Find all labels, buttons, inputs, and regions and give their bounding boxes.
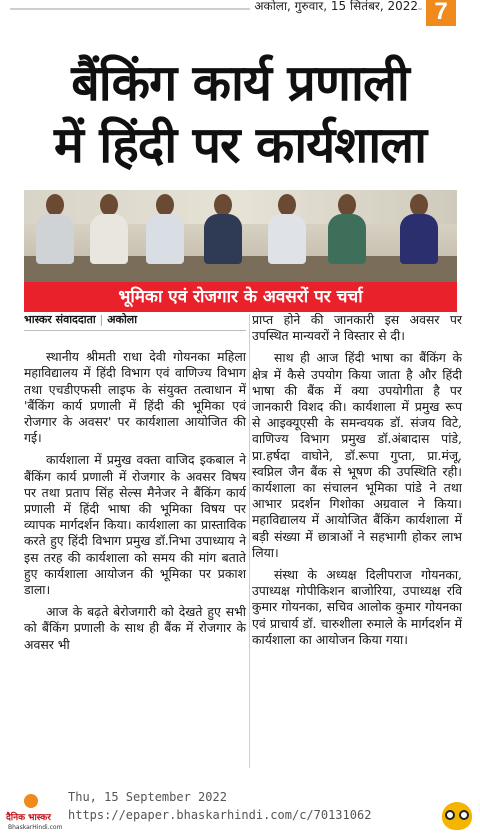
photo-caption: भूमिका एवं रोजगार के अवसरों पर चर्चा	[24, 282, 457, 312]
logo-name: दैनिक भास्कर	[6, 813, 51, 823]
byline: भास्कर संवाददाता | अकोला	[24, 312, 246, 331]
owl-mascot-icon	[442, 796, 472, 832]
footer-date: Thu, 15 September 2022	[68, 790, 227, 804]
photo-person	[324, 194, 370, 264]
photo-person	[32, 194, 78, 264]
epaper-footer	[0, 790, 480, 840]
photo-person	[396, 194, 442, 264]
headline-line-2: में हिंदी पर कार्यशाला	[53, 116, 427, 174]
footer-url-link[interactable]: https://epaper.bhaskarhindi.com/c/70131062	[68, 808, 372, 822]
logo-site: BhaskarHindi.com	[8, 824, 63, 831]
article-paragraph: आज के बढ़ते बेरोजगारी को देखते हुए सभी को बैंकिंग प्रणाली के साथ ही बैंक में रोजगार के अवसर भी	[24, 604, 246, 652]
dateline: अकोला, गुरुवार, 15 सितंबर, 2022	[250, 0, 418, 14]
article-paragraph: स्थानीय श्रीमती राधा देवी गोयनका महिला महाविद्यालय में हिंदी विभाग एवं वाणिज्य विभाग तथा एचडीएफसी लाइफ के संयुक्त तत्वाधान में 'बैंकिंग कार्य प्रणाली में हिंदी की भूमिका एवं रोजगार के अवसर' पर कार्यशाला आयोजित की गई।	[24, 349, 246, 446]
headline-line-1: बैंकिंग कार्य प्रणाली	[71, 54, 409, 112]
page-number-badge: 7	[426, 0, 456, 26]
article-column-right	[252, 312, 462, 654]
article-paragraph: साथ ही आज हिंदी भाषा का बैंकिंग के क्षेत्र में कैसे उपयोग किया जाता है और हिंदी भाषा की बैंक में क्या उपयोगीता है पर जानकारी विशद की। कार्यशाला में प्रमुख रूप से आइक्यूएसी के समन्वयक डॉ. संजय विटे, वाणिज्य विभाग प्रमुख डॉ.अंबादास पांडे, प्रा.हर्षदा वाघोने, डॉ.रूपा गुप्ता, प्रा.मंजू, स्वप्निल जैन बैंक से भूषण की उपस्थिति रही। कार्यशाला का संचालन भूमिका पांडे ने तथा आभार प्रदर्शन गिशोका अग्रवाल ने किया। महाविद्यालय में आयोजित बैंकिंग कार्यशाला में बड़ी संख्या में छात्राओं ने सहभागी होकर लाभ लिया।	[252, 350, 462, 560]
photo-person	[142, 194, 188, 264]
sun-logo-icon	[24, 794, 38, 808]
article-paragraph: संस्था के अध्यक्ष दिलीपराज गोयनका, उपाध्यक्ष गोपीकिशन बाजोरिया, उपाध्यक्ष रवि कुमार गोयनका, सचिव आलोक कुमार गोयनका एवं प्राचार्य डॉ. चारुशीला रुमाले के मार्गदर्शन में कार्यशाला का आयोजन किया गया।	[252, 567, 462, 647]
dainik-bhaskar-logo[interactable]	[6, 794, 64, 834]
article-paragraph: कार्यशाला में प्रमुख वक्ता वाजिद इकबाल ने बैंकिंग कार्य प्रणाली में रोजगार के अवसर विषय पर तथा प्रताप सिंह सेल्स मैनेजर ने बैंकिंग कार्य प्रणाली में हिंदी भाषा की भूमिका विषय पर व्यापक मार्गदर्शन किया। कार्यशाला का प्रास्ताविक करते हुए हिंदी विभाग प्रमुख डॉ.निभा उपाध्याय ने इस तरह की कार्यशाला को समय की मांग बताते हुए कार्यशाला आयोजन की भूमिका पर प्रकाश डाला।	[24, 452, 246, 598]
masthead	[0, 0, 480, 32]
article-column-left	[24, 312, 246, 659]
event-photo	[24, 190, 457, 282]
photo-person	[264, 194, 310, 264]
headline	[0, 52, 480, 176]
photo-person	[86, 194, 132, 264]
byline-source: भास्कर संवाददाता	[24, 313, 96, 326]
photo-person	[200, 194, 246, 264]
column-divider	[249, 314, 250, 768]
article-paragraph: प्राप्त होने की जानकारी इस अवसर पर उपस्थित मान्यवरों ने विस्तार से दी।	[252, 312, 462, 344]
byline-city: अकोला	[107, 313, 138, 326]
